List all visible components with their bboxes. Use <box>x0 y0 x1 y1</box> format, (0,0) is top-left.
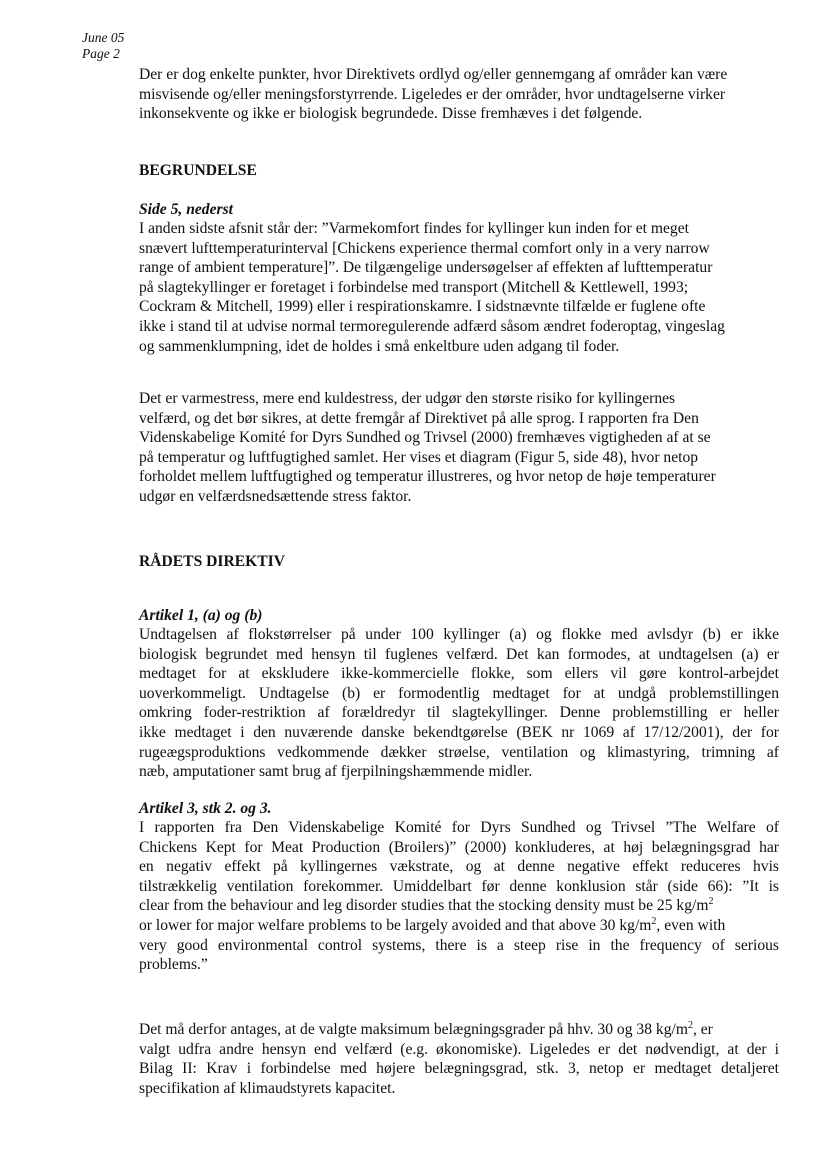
text-line: biologisk begrundet med hensyn til fuglenes velfærd. Det kan formodes, at undtagelsen (a) er <box>139 645 779 663</box>
text-line: misvisende og/eller meningsforstyrrende. Ligeledes er der områder, hvor undtagelserne virker <box>139 85 726 103</box>
text-line: næb, amputationer samt brug af fjerpilningshæmmende midler. <box>139 763 533 781</box>
text-line: Chickens Kept for Meat Production (Broilers)” (2000) konkluderes, at høj belægningsgrad har <box>139 838 779 856</box>
conclusion-paragraph <box>139 1020 779 1098</box>
text-line: ikke i stand til at udvise normal termoregulerende adfærd såsom ændret foderoptag, vingeslag <box>139 317 725 335</box>
text-line: Cockram & Mitchell, 1999) eller i respirationskamre. I sidstnævnte tilfælde er fuglene ofte <box>139 298 706 316</box>
text-line: Bilag II: Krav i forbindelse med højere belægningsgrad, stk. 3, netop er medtaget detaljeret <box>139 1060 779 1078</box>
text-line: I rapporten fra Den Videnskabelige Komité for Dyrs Sundhed og Trivsel ”The Welfare of <box>139 819 779 836</box>
header-date: June 05 <box>82 30 125 45</box>
text-line: very good environmental control systems, there is a steep rise in the frequency of serious <box>139 936 779 954</box>
text-line: inkonsekvente og ikke er biologisk begrundede. Disse fremhæves i det følgende. <box>139 105 643 123</box>
text-line: tilstrækkelig ventilation forekommer. Umiddelbart før denne konklusion står (side 66): ”It is <box>139 877 779 895</box>
page-header <box>82 30 124 62</box>
text-line <box>139 896 779 916</box>
text-line: specifikation af klimaudstyrets kapacitet. <box>139 1079 396 1097</box>
begrundelse-paragraph-2 <box>139 389 779 507</box>
superscript: 2 <box>651 915 657 927</box>
text-line: I anden sidste afsnit står der: ”Varmekomfort findes for kyllinger kun inden for et meget <box>139 220 689 237</box>
text-line: uoverkommeligt. Undtagelse (b) er formodentlig medtaget for at undgå problemstillingen <box>139 684 779 702</box>
text-fragment: Det må derfor antages, at de valgte maksimum belægningsgrader på hhv. 30 og 38 kg/m <box>139 1021 688 1038</box>
text-fragment: clear from the behaviour and leg disorder studies that the stocking density must be 25 kg/m <box>139 897 709 915</box>
text-line: problems.” <box>139 956 208 974</box>
text-line: en negativ effekt på kyllingernes vækstrate, og at denne negative effekt reduceres hvis <box>139 858 779 876</box>
text-line: range of ambient temperature]”. De tilgængelige undersøgelser af effekten af lufttemperatur <box>139 259 713 277</box>
text-line: ikke medtaget i den nuværende danske bekendtgørelse (BEK nr 1069 af 17/12/2001), der for <box>139 723 779 741</box>
header-page-number: Page 2 <box>82 46 120 61</box>
text-line: på temperatur og luftfugtighed samlet. Her vises et diagram (Figur 5, side 48), hvor netop <box>139 448 699 466</box>
subheading-artikel-1: Artikel 1, (a) og (b) <box>139 607 263 624</box>
text-line: Undtagelsen af flokstørrelser på under 100 kyllinger (a) og flokke med avlsdyr (b) er ikke <box>139 626 779 643</box>
text-fragment: , er <box>692 1021 713 1038</box>
text-line: medtaget for at ekskludere ikke-kommercielle flokke, som ellers vil gøre kontrol-arbejdet <box>139 665 779 683</box>
text-line: Videnskabelige Komité for Dyrs Sundhed og Trivsel (2000) fremhæves vigtigheden af at se <box>139 429 711 447</box>
section-heading-raadets-direktiv: RÅDETS DIREKTIV <box>139 553 286 570</box>
artikel-1-paragraph <box>139 625 779 782</box>
intro-paragraph <box>139 65 779 124</box>
superscript: 2 <box>708 896 714 908</box>
subheading-side-5: Side 5, nederst <box>139 201 233 218</box>
text-line: på slagtekyllinger er foretaget i forbindelse med transport (Mitchell & Kettlewell, 1993; <box>139 278 689 296</box>
text-line: og sammenklumpning, idet de holdes i små enkeltbure uden adgang til foder. <box>139 337 620 355</box>
artikel-3-paragraph <box>139 818 779 975</box>
text-line: valgt udfra andre hensyn end velfærd (e.g. økonomiske). Ligeledes er det nødvendigt, at der i <box>139 1040 779 1058</box>
text-line: forholdet mellem luftfugtighed og temperatur illustreres, og hvor netop de høje temperaturer <box>139 468 716 486</box>
text-line <box>139 1020 779 1040</box>
text-fragment: , even with <box>656 916 726 934</box>
text-line: omkring foder-restriktion af forældredyr til slagtekyllinger. Denne problemstilling er heller <box>139 704 779 722</box>
text-line: Det er varmestress, mere end kuldestress, der udgør den største risiko for kyllingernes <box>139 390 676 407</box>
begrundelse-paragraph-1 <box>139 219 779 356</box>
text-line: udgør en velfærdsnedsættende stress faktor. <box>139 487 412 505</box>
text-line: rugeægsproduktions vedkommende dækker strøelse, ventilation og klimastyring, trimning af <box>139 743 779 761</box>
superscript: 2 <box>687 1019 693 1031</box>
text-line: snævert lufttemperaturinterval [Chickens experience thermal comfort only in a very narrow <box>139 239 710 257</box>
text-fragment: or lower for major welfare problems to be largely avoided and that above 30 kg/m <box>139 916 652 934</box>
text-line: Der er dog enkelte punkter, hvor Direktivets ordlyd og/eller gennemgang af områder kan være <box>139 66 728 83</box>
text-line: velfærd, og det bør sikres, at dette fremgår af Direktivet på alle sprog. I rapporten fra Den <box>139 409 699 427</box>
section-heading-begrundelse: BEGRUNDELSE <box>139 162 257 179</box>
subheading-artikel-3: Artikel 3, stk 2. og 3. <box>139 800 272 817</box>
text-line <box>139 916 779 936</box>
